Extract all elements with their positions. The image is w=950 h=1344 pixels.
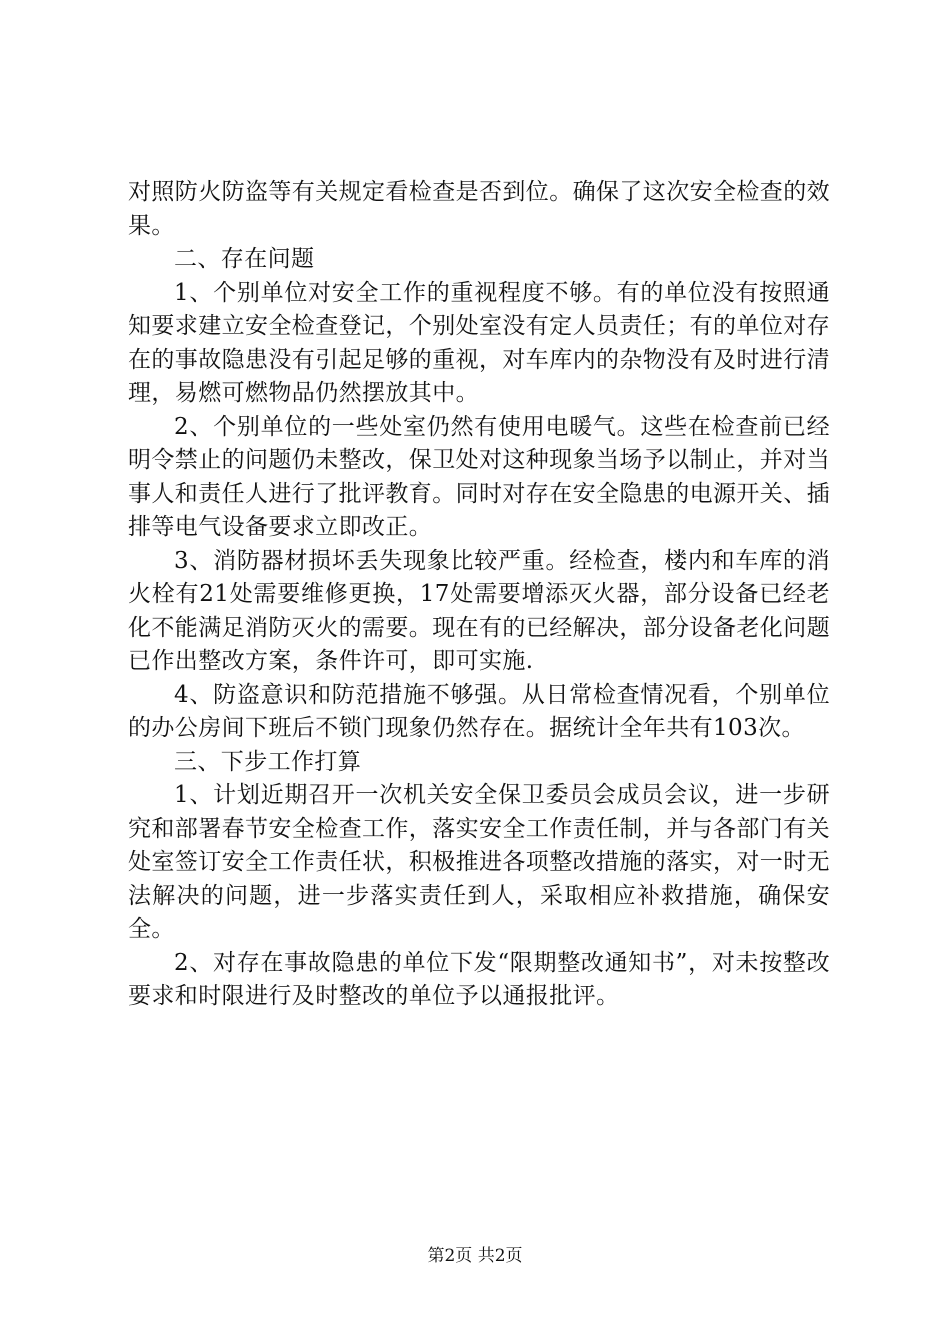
paragraph-problem-3: 3、消防器材损坏丢失现象比较严重。经检查，楼内和车库的消火栓有21处需要维修更换，17处需要增添灭火器，部分设备已经老化不能满足消防灭火的需要。现在有的已经解决，部分设备老化问题已作出整改方案，条件许可，即可实施. xyxy=(128,547,830,674)
document-body xyxy=(128,176,830,1014)
paragraph-problem-2: 2、个别单位的一些处室仍然有使用电暖气。这些在检查前已经明令禁止的问题仍未整改，保卫处对这种现象当场予以制止，并对当事人和责任人进行了批评教育。同时对存在安全隐患的电源开关、插排等电气设备要求立即改正。 xyxy=(128,413,830,540)
section-heading-problems: 二、存在问题 xyxy=(174,246,315,272)
paragraph-plan-1: 1、计划近期召开一次机关安全保卫委员会成员会议，进一步研究和部署春节安全检查工作，落实安全工作责任制，并与各部门有关处室签订安全工作责任状，积极推进各项整改措施的落实，对一时无法解决的问题，进一步落实责任到人，采取相应补救措施，确保安全。 xyxy=(128,782,830,942)
section-heading-next-steps: 三、下步工作打算 xyxy=(174,748,362,775)
paragraph-continuation: 对照防火防盗等有关规定看检查是否到位。确保了这次安全检查的效果。 xyxy=(128,179,830,239)
paragraph-plan-2: 2、对存在事故隐患的单位下发“限期整改通知书”，对未按整改要求和时限进行及时整改的单位予以通报批评。 xyxy=(128,949,830,1009)
paragraph-problem-4: 4、防盗意识和防范措施不够强。从日常检查情况看，个别单位的办公房间下班后不锁门现象仍然存在。据统计全年共有103次。 xyxy=(128,681,830,741)
paragraph-problem-1: 1、个别单位对安全工作的重视程度不够。有的单位没有按照通知要求建立安全检查登记，个别处室没有定人员责任；有的单位对存在的事故隐患没有引起足够的重视，对车库内的杂物没有及时进行清理，易燃可燃物品仍然摆放其中。 xyxy=(128,279,830,406)
page-number-footer: 第2页 共2页 xyxy=(427,1246,523,1266)
